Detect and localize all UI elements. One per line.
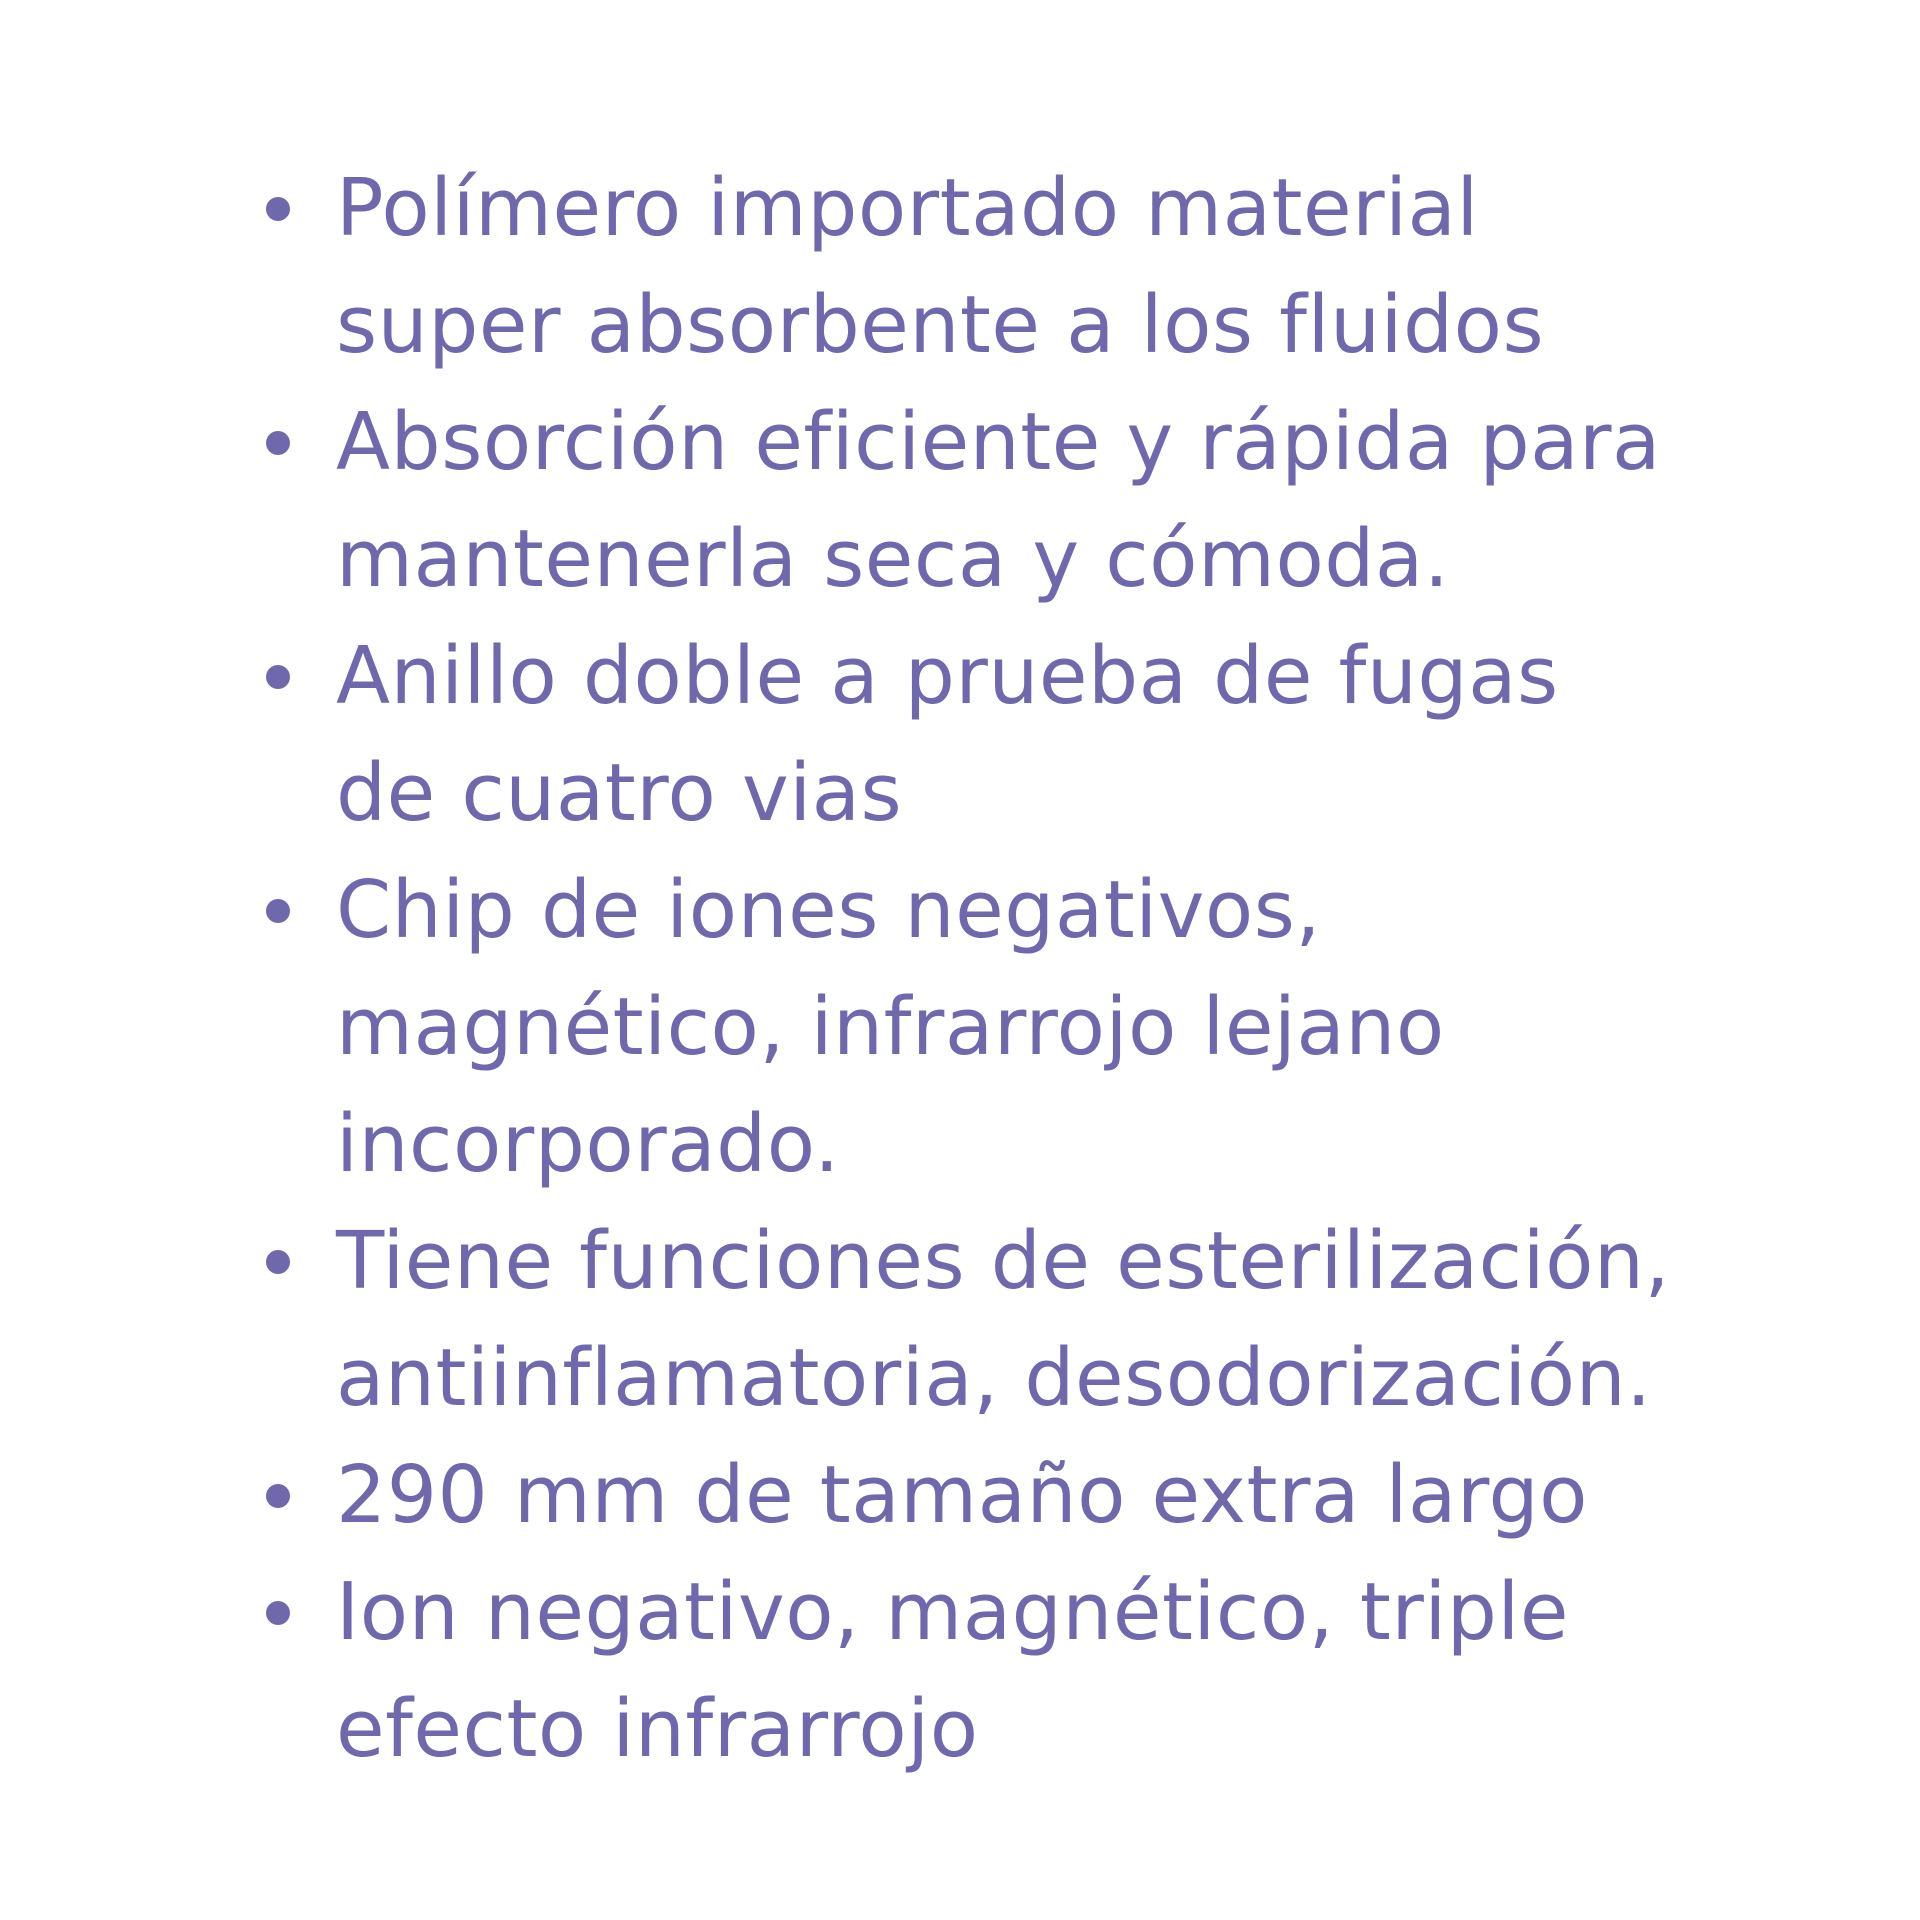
list-item (254, 384, 1774, 618)
list-item (254, 150, 1774, 384)
list-item (254, 852, 1774, 1203)
feature-list (254, 150, 1774, 1788)
bullet-icon (266, 197, 290, 221)
list-item-text: 290 mm de tamaño extra largo (336, 1449, 1588, 1541)
list-item (254, 618, 1774, 852)
bullet-icon (266, 431, 290, 455)
list-item (254, 1437, 1774, 1554)
bullet-icon (266, 1250, 290, 1274)
list-item-text: Anillo doble a prueba de fugas (336, 630, 1559, 722)
bullet-icon (266, 899, 290, 923)
list-item-text: Chip de iones negativos, (336, 864, 1322, 956)
list-item (254, 1554, 1774, 1788)
list-item-text: Polímero importado material (336, 162, 1479, 254)
bullet-icon (266, 665, 290, 689)
list-item-text: Absorción eficiente y rápida para (336, 396, 1661, 488)
bullet-icon (266, 1601, 290, 1625)
list-item-text: mantenerla seca y cómoda. (336, 513, 1450, 605)
list-item (254, 1203, 1774, 1437)
bullet-icon (266, 1484, 290, 1508)
list-item-text: de cuatro vias (336, 747, 903, 839)
list-item-text: antiinflamatoria, desodorización. (336, 1332, 1652, 1424)
list-item-text: Ion negativo, magnético, triple (336, 1566, 1569, 1658)
list-item-text: super absorbente a los fluidos (336, 279, 1545, 371)
list-item-text: incorporado. (336, 1098, 840, 1190)
list-item-text: efecto infrarrojo (336, 1683, 979, 1775)
list-item-text: magnético, infrarrojo lejano (336, 981, 1445, 1073)
list-item-text: Tiene funciones de esterilización, (336, 1215, 1671, 1307)
